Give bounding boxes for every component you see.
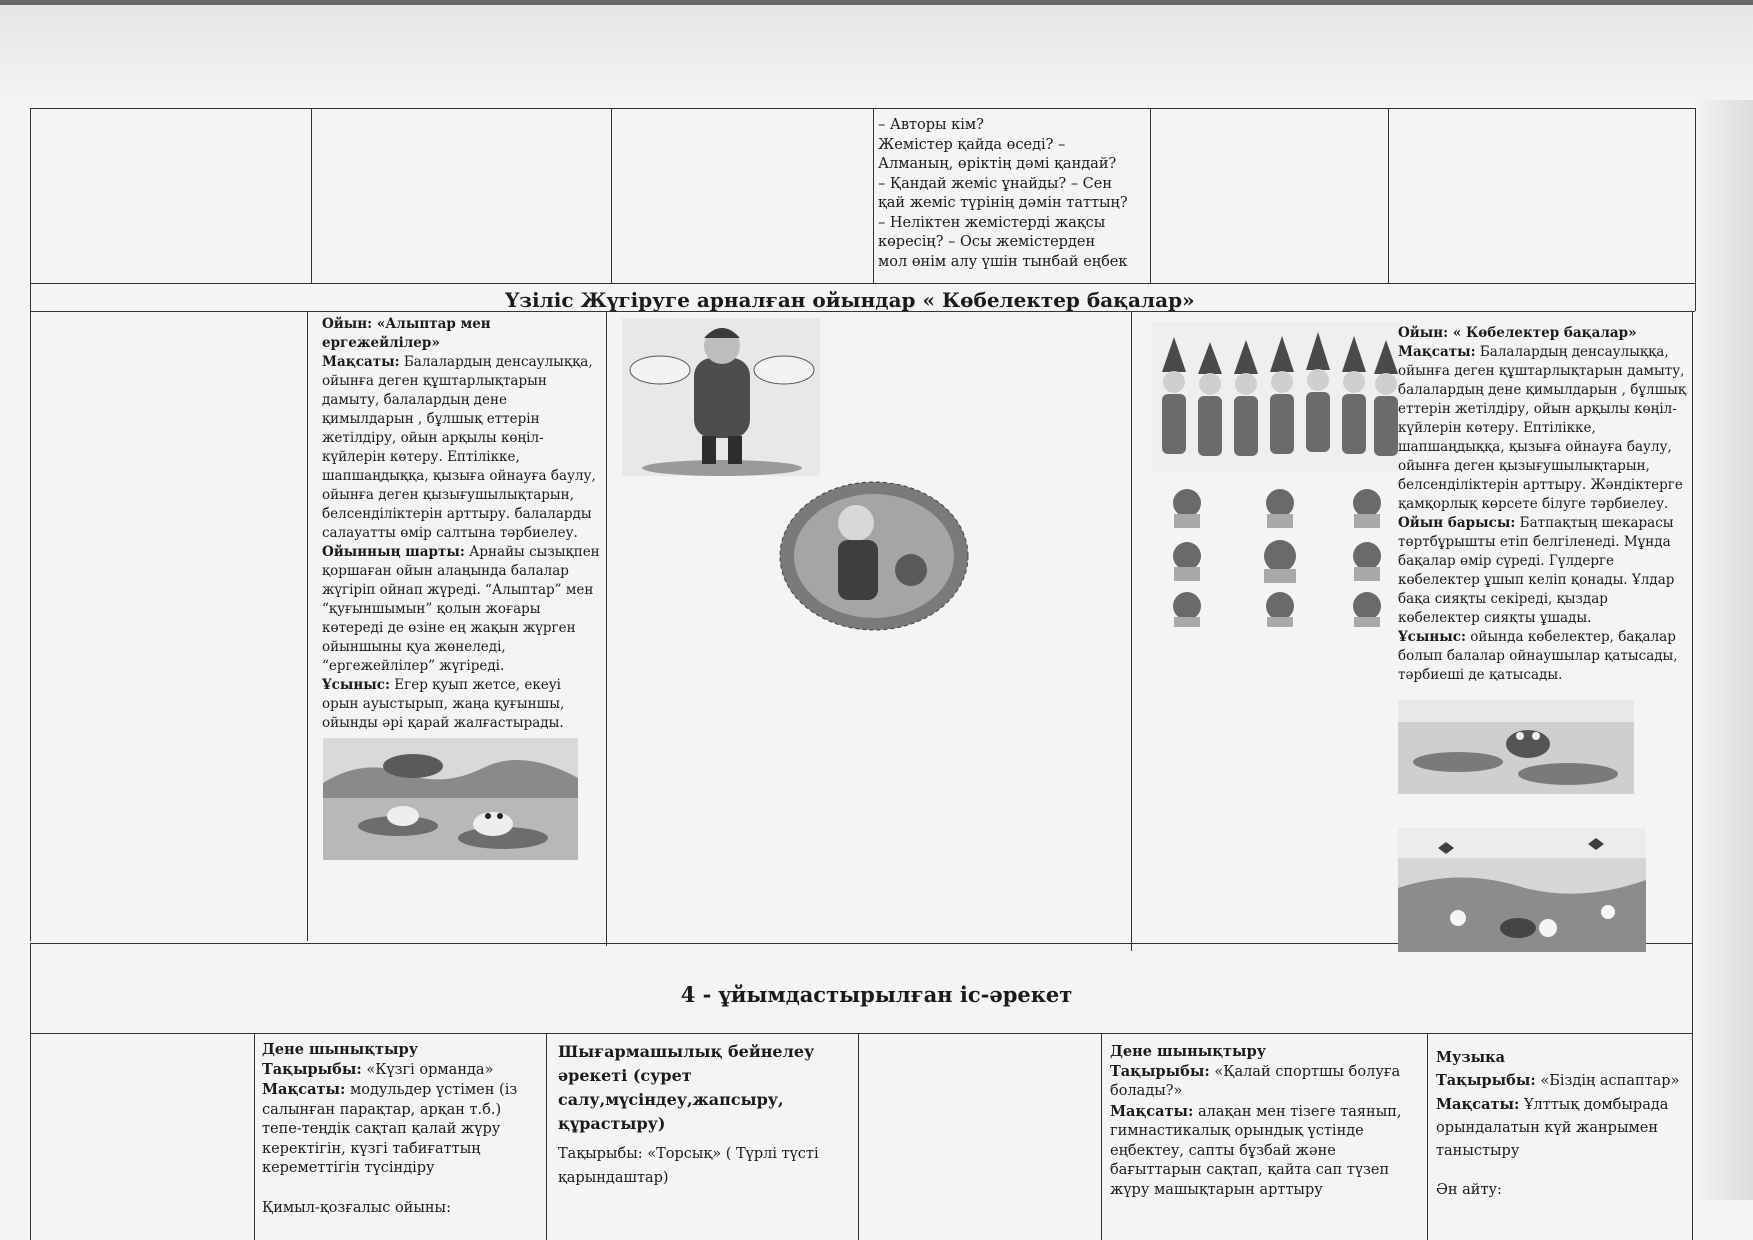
giant-image (622, 318, 820, 476)
game1-rules: Арнайы сызықпен қоршаған ойын алаңында балалар жүгіріп ойнап жүреді. “Алыптар” мен “қуғыншымын” қолын жоғары көтереді де өзіне ең жақын жүрген ойыншыны қуа жөнеледі, “ергежейлілер” жүгіреді. (322, 544, 600, 674)
game1-aim-label: Мақсаты: (322, 354, 400, 370)
game1-title: «Алыптар мен ергежейлілер» (322, 316, 491, 351)
music-topic-label: Тақырыбы: (1436, 1072, 1536, 1089)
scan-shade (0, 5, 1753, 105)
game2-process-label: Ойын барысы: (1398, 515, 1516, 531)
seven-dwarfs-image (1152, 322, 1400, 472)
music-topic: «Біздің аспаптар» (1535, 1073, 1680, 1089)
pe2-topic-label: Тақырыбы: (1110, 1062, 1210, 1080)
game2-title-label: Ойын: (1398, 325, 1449, 341)
music-extra: Ән айту: (1436, 1182, 1502, 1198)
question-line: – Авторы кім? (878, 117, 984, 133)
art-topic-label: Тақырыбы: (558, 1146, 643, 1162)
butterflies-meadow-image (1398, 828, 1646, 952)
art-cell (558, 1040, 854, 1240)
question-line: мол өнім алу үшін тынбай еңбек (878, 253, 1128, 270)
pe1-topic-label: Тақырыбы: (262, 1060, 362, 1078)
scan-right-shadow (1693, 100, 1753, 1200)
game2-aim-label: Мақсаты: (1398, 344, 1476, 360)
music-aim-label: Мақсаты: (1436, 1096, 1520, 1113)
dwarf-icons-grid (1152, 478, 1392, 630)
pe2-aim-label: Мақсаты: (1110, 1102, 1194, 1120)
pe2-cell (1110, 1042, 1422, 1240)
pe1-extra: Қимыл-қозғалыс ойыны: (262, 1199, 451, 1216)
art-heading: Шығармашылық бейнелеу әрекеті (сурет салу,мүсіндеу,жапсыру, құрастыру) (558, 1042, 815, 1133)
game1-rules-label: Ойынның шарты: (322, 544, 465, 560)
pond-frogs-image (323, 738, 578, 860)
frog-pond-image (1398, 700, 1634, 794)
pe1-cell (262, 1040, 542, 1240)
pe2-heading: Дене шынықтыру (1110, 1043, 1267, 1060)
game1-aim: Балалардың денсаулыққа, ойынға деген құштарлықтарын дамыту, балалардың дене қимылдарын , бұлшық еттерін жетілдіру, ойын арқылы көңіл-күйлерін көтеру. Ептілікке, шапшаңдыққа, қызыға ойнауға баулу, ойынға деген қызығушылықтарын, белсенділіктерін арттыру. балаларды салауатты өмір салтына тәрбиелеу. (322, 354, 596, 541)
game2-tip-label: Ұсыныс: (1398, 629, 1467, 645)
question-line: көресің? – Осы жемістерден (878, 234, 1096, 250)
pe1-aim: модульдер үстімен (із салынған парақтар, арқан т.б.) тепе-теңдік сақтап қалай жүру керектігін, күзгі табиғаттың кереметтігін түсіндіру (262, 1082, 518, 1176)
game1-tip-label: Ұсыныс: (322, 677, 391, 693)
question-line: – Неліктен жемістерді жақсы (878, 214, 1106, 231)
game2-aim: Балалардың денсаулыққа, ойынға деген құштарлықтарын дамыту, балалардың дене қимылдарын , бұлшық еттерін жетілдіру, ойын арқылы көңіл-күйлерін көтеру. Ептілікке, шапшаңдыққа, қызыға ойнауға баулу, ойынға деген қызығушылықтарын, белсенділіктерін арттыру. Жәндіктерге қамқорлық көрсете білуге тәрбиелеу. (1398, 344, 1687, 512)
question-line: қай жеміс түрінің дәмін таттың? (878, 195, 1128, 211)
game2-title: « Көбелектер бақалар» (1448, 325, 1637, 341)
section-title: 4 - ұйымдастырылған іс-әрекет (680, 982, 1073, 1007)
pe1-heading: Дене шынықтыру (262, 1041, 419, 1058)
music-heading: Музыка (1436, 1049, 1505, 1066)
break-title: Үзіліс Жүгіруге арналған ойындар « Көбелектер бақалар» (505, 288, 1195, 312)
pe2-aim: алақан мен тізеге таянып, гимнастикалық орындық үстінде еңбектеу, сапты бұзбай және бағыттарын сақтап, қайта сап түзеп жүру машықтарын арттыру (1110, 1103, 1402, 1198)
dwarf-round-image (776, 478, 972, 634)
question-line: – Қандай жеміс ұнайды? – Сен (878, 175, 1113, 192)
art-topic: «Торсық» ( Түрлі түсті қарындаштар) (558, 1146, 819, 1186)
questions-cell (878, 116, 1148, 272)
game1-tip: Егер қуып жетсе, екеуі орын ауыстырып, жаңа қуғыншы, ойынды әрі қарай жалғастырады. (322, 677, 565, 731)
game2-description (1398, 324, 1690, 685)
game2-process: Батпақтың шекарасы төртбұрышты етіп белгіленеді. Мұнда бақалар өмір сүреді. Гүлдерге көбелектер ұшып келіп қонады. Ұлдар бақа сияқты секіреді, қыздар көбелектер сияқты ұшады. (1398, 515, 1675, 626)
pe1-aim-label: Мақсаты: (262, 1081, 346, 1098)
question-line: Жемістер қайда өседі? – (878, 136, 1066, 153)
pe1-topic: «Күзгі орманда» (361, 1061, 494, 1078)
question-line: Алманың, өріктің дәмі қандай? (878, 156, 1117, 172)
music-aim: Ұлттық домбырада орындалатын күй жанрымен таныстыру (1436, 1097, 1669, 1159)
music-cell (1436, 1046, 1688, 1240)
game1-description (322, 315, 600, 733)
game1-title-label: Ойын: (322, 316, 373, 332)
pe2-topic: «Қалай спортшы болуға болады?» (1110, 1063, 1401, 1099)
game2-tip: ойында көбелектер, бақалар болып балалар ойнаушылар қатысады, тәрбиеші де қатысады. (1398, 629, 1678, 683)
